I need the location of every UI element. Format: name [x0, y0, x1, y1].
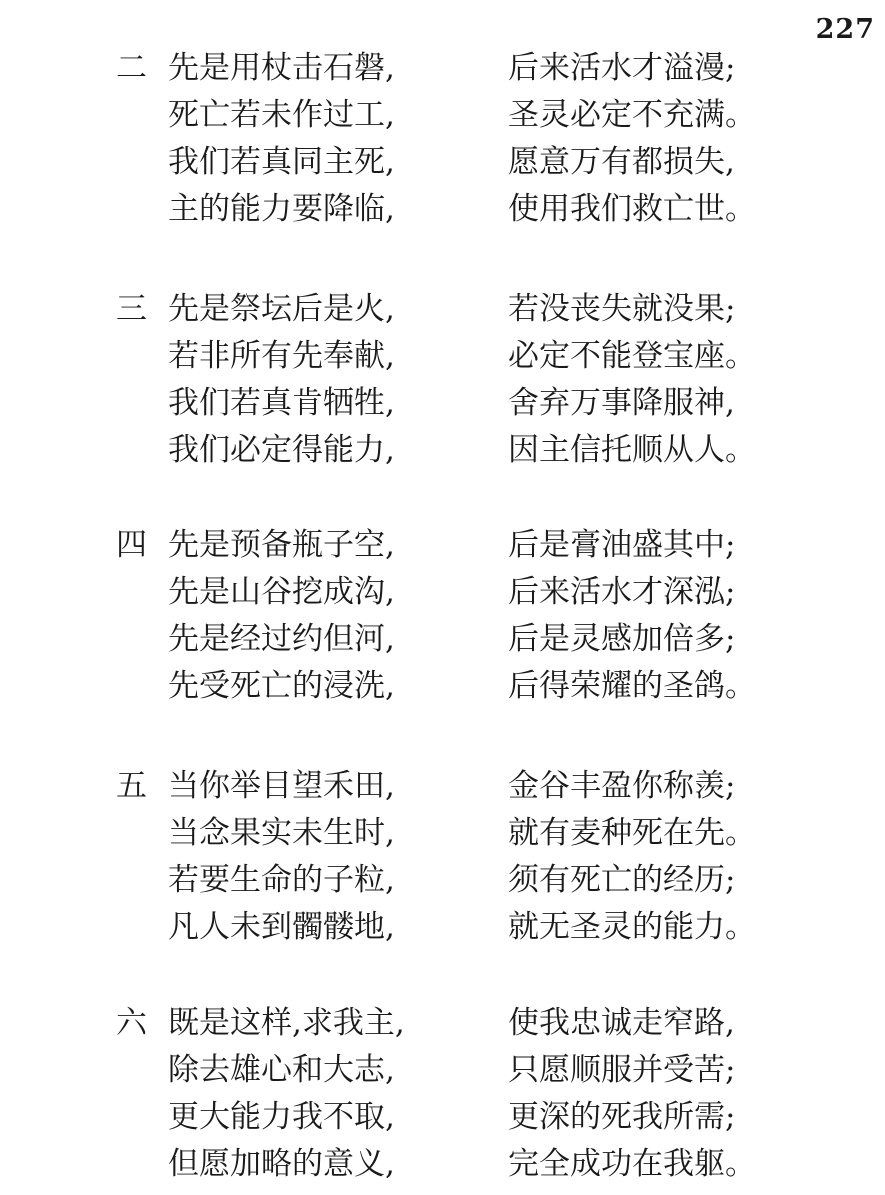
stanza-line: [0, 427, 885, 474]
line-second-half: 舍弃万事降服神,: [508, 385, 735, 421]
stanza-4: [0, 522, 885, 710]
line-first-half: 先是山谷挖成沟,: [168, 574, 395, 610]
stanza-line: [0, 810, 885, 857]
stanza-line: [0, 1094, 885, 1141]
line-second-half: 就有麦种死在先。: [508, 815, 756, 851]
line-first-half: 先是祭坛后是火,: [168, 291, 395, 327]
stanza-line: [0, 1141, 885, 1188]
stanza-line: [0, 139, 885, 186]
stanza-6: [0, 1000, 885, 1188]
line-second-half: 后是灵感加倍多;: [508, 621, 736, 657]
stanza-line: [0, 522, 885, 569]
line-second-half: 只愿顺服并受苦;: [508, 1052, 736, 1088]
line-first-half: 但愿加略的意义,: [168, 1146, 395, 1182]
line-second-half: 就无圣灵的能力。: [508, 909, 756, 945]
line-second-half: 后得荣耀的圣鸽。: [508, 668, 756, 704]
stanza-number: 二: [116, 50, 147, 86]
line-second-half: 后是膏油盛其中;: [508, 527, 736, 563]
line-first-half: 我们若真同主死,: [168, 144, 395, 180]
stanza-line: [0, 616, 885, 663]
line-first-half: 除去雄心和大志,: [168, 1052, 395, 1088]
line-first-half: 先是预备瓶子空,: [168, 527, 395, 563]
line-first-half: 先是用杖击石磐,: [168, 50, 395, 86]
stanza-line: [0, 904, 885, 951]
line-second-half: 后来活水才深泓;: [508, 574, 736, 610]
line-first-half: 若要生命的子粒,: [168, 862, 395, 898]
stanza-number: 六: [116, 1005, 147, 1041]
line-second-half: 若没丧失就没果;: [508, 291, 736, 327]
line-second-half: 完全成功在我躯。: [508, 1146, 756, 1182]
stanza-line: [0, 286, 885, 333]
stanza-line: [0, 1000, 885, 1047]
line-first-half: 我们必定得能力,: [168, 432, 395, 468]
line-second-half: 圣灵必定不充满。: [508, 97, 756, 133]
stanza-2: [0, 45, 885, 233]
line-first-half: 更大能力我不取,: [168, 1099, 395, 1135]
stanza-line: [0, 857, 885, 904]
line-second-half: 后来活水才溢漫;: [508, 50, 736, 86]
stanza-number: 五: [116, 768, 147, 804]
stanza-line: [0, 763, 885, 810]
line-second-half: 愿意万有都损失,: [508, 144, 735, 180]
page-number: 227: [815, 14, 875, 45]
line-second-half: 使用我们救亡世。: [508, 191, 756, 227]
line-first-half: 当你举目望禾田,: [168, 768, 395, 804]
line-second-half: 使我忠诚走窄路,: [508, 1005, 735, 1041]
stanza-line: [0, 45, 885, 92]
stanza-5: [0, 763, 885, 951]
line-first-half: 我们若真肯牺牲,: [168, 385, 395, 421]
line-first-half: 主的能力要降临,: [168, 191, 395, 227]
line-first-half: 死亡若未作过工,: [168, 97, 395, 133]
stanza-line: [0, 186, 885, 233]
stanza-line: [0, 380, 885, 427]
stanza-line: [0, 92, 885, 139]
line-first-half: 当念果实未生时,: [168, 815, 395, 851]
line-first-half: 既是这样,求我主,: [168, 1005, 405, 1041]
stanza-3: [0, 286, 885, 474]
line-first-half: 先受死亡的浸洗,: [168, 668, 395, 704]
line-first-half: 若非所有先奉献,: [168, 338, 395, 374]
line-second-half: 金谷丰盈你称羡;: [508, 768, 736, 804]
line-second-half: 须有死亡的经历;: [508, 862, 736, 898]
line-second-half: 因主信托顺从人。: [508, 432, 756, 468]
stanza-line: [0, 1047, 885, 1094]
stanza-line: [0, 569, 885, 616]
line-second-half: 更深的死我所需;: [508, 1099, 736, 1135]
stanza-number: 四: [116, 527, 147, 563]
line-first-half: 先是经过约但河,: [168, 621, 395, 657]
line-first-half: 凡人未到髑髅地,: [168, 909, 395, 945]
stanza-line: [0, 333, 885, 380]
stanza-number: 三: [116, 291, 147, 327]
stanza-line: [0, 663, 885, 710]
line-second-half: 必定不能登宝座。: [508, 338, 756, 374]
